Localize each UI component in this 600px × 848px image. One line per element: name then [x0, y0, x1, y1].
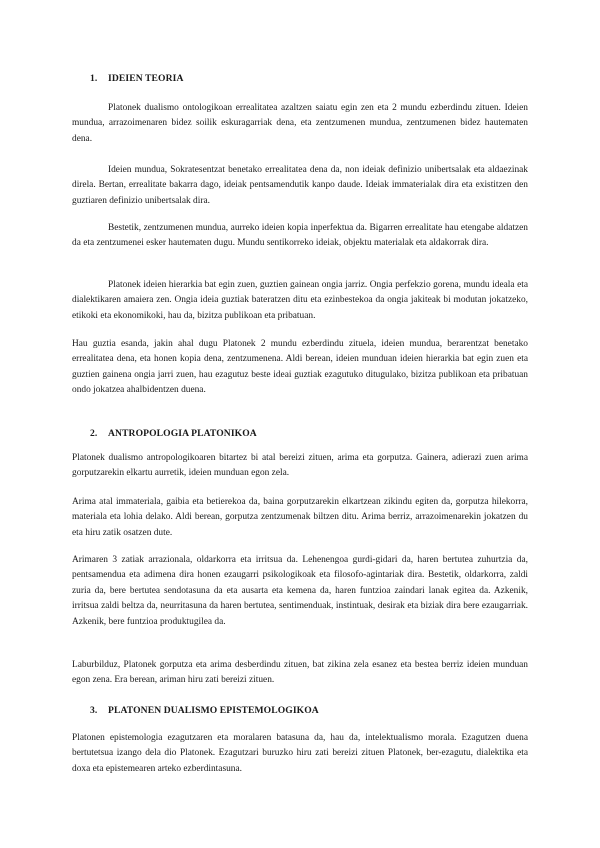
section-3-title: PLATONEN DUALISMO EPISTEMOLOGIKOA — [108, 705, 319, 716]
section-1-heading — [90, 71, 184, 86]
section-1-title: IDEIEN TEORIA — [108, 73, 184, 84]
section-3-number: 3. — [90, 705, 98, 716]
section-3-heading — [90, 703, 319, 718]
section-1-paragraph-3: Bestetik, zentzumenen mundua, aurreko ideien kopia inperfektua da. Bigarren errealitate hau etengabe aldatzen da eta zentzumenei esker hautematen dugu. Mundu sentikorreko ideiak, objektu materialak eta aldakorrak dira. — [72, 223, 528, 249]
section-2-title: ANTROPOLOGIA PLATONIKOA — [108, 428, 257, 439]
section-2-paragraph-4: Laburbilduz, Platonek gorputza eta arima desberdindu zituen, bat zikina zela esanez eta bestea berriz ideien munduan egon zena. Era berean, ariman hiru zati bereizi zituen. — [72, 660, 528, 686]
section-2-paragraph-3: Arimaren 3 zatiak arrazionala, oldarkorra eta irritsua da. Lehenengoa gurdi-gidari da, haren bertutea zuhurtzia da, pentsamendua eta adimena dira honen ezaugarri psikologikoak eta filosofo-agintariak dira. Bestetik, oldarkorra, zaldi zuria da, bere bertutea sendotasuna da eta ausarta eta kemena da, haren funtzioa zaindari lanak egitea da. Azkenik, irritsua zaldi beltza da, neurritasuna da haren bertutea, sentimenduak, instintuak, desirak eta biziak dira bere ezaugarriak. Azkenik, bere funtzioa produktugilea da. — [72, 555, 528, 627]
section-1-paragraph-5: Hau guztia esanda, jakin ahal dugu Platonek 2 mundu ezberdindu zituela, ideien mundua, berarentzat benetako errealitatea dena, eta honen kopia dena, zentzumenena. Aldi berean, ideien munduan ideien hierarkia bat egin zuen eta guztien gainena ongia jarri zuen, hau ezagutuz beste ideai guztiak ezagutuko ditugulako, bizitza publikoan eta pribatuan ondo jokatzea ahalbidentzen duena. — [72, 339, 528, 396]
section-3-paragraph-1: Platonen epistemologia ezagutzaren eta moralaren batasuna da, hau da, intelektualismo morala. Ezagutzen duena bertutetsua izango dela dio Platonek. Ezagutzari buruzko hiru zati bereizi zituen Platonek, ber-ezagutu, dialektika eta doxa eta epistemearen arteko ezberdintasuna. — [72, 733, 528, 774]
section-2-paragraph-1: Platonek dualismo antropologikoaren bitartez bi atal bereizi zituen, arima eta gorputza. Gainera, adierazi zuen arima gorputzarekin elkartu aurretik, ideien munduan egon zela. — [72, 453, 528, 479]
section-2-heading — [90, 426, 257, 441]
section-2-number: 2. — [90, 428, 98, 439]
section-1-paragraph-1: Platonek dualismo ontologikoan errealitatea azaltzen saiatu egin zen eta 2 mundu ezberdindu zituen. Ideien mundua, arrazoimenaren bidez soilik eskuragarriak dena, eta zentzumenen mundua, zentzumenen bidez hautematen dena. — [72, 103, 528, 144]
section-1-number: 1. — [90, 73, 98, 84]
section-2-paragraph-2: Arima atal immateriala, gaibia eta betierekoa da, baina gorputzarekin elkartzean zikindu egiten da, gorputza hilekorra, materiala eta lohia delako. Aldi berean, gorputza zentzumenak biltzen ditu. Arima berriz, arrazoimenarekin jokatzen du eta hiru zatik osatzen dute. — [72, 497, 528, 538]
section-1-paragraph-2: Ideien mundua, Sokratesentzat benetako errealitatea dena da, non ideiak definizio unibertsalak eta aldaezinak direla. Bertan, errealitate bakarra dago, ideiak pentsamendutik kanpo daude. Ideiak immaterialak dira eta existitzen den guztiaren definizio unibertsalak dira. — [72, 165, 528, 206]
section-1-paragraph-4: Platonek ideien hierarkia bat egin zuen, guztien gainean ongia jarriz. Ongia perfekzio gorena, mundu ideala eta dialektikaren amaiera zen. Ongia ideia guztiak bateratzen ditu eta ezinbestekoa da ongia jakiteak bi modutan jokatzeko, etikoki eta ekonomikoki, hau da, bizitza publikoan eta pribatuan. — [72, 280, 528, 321]
